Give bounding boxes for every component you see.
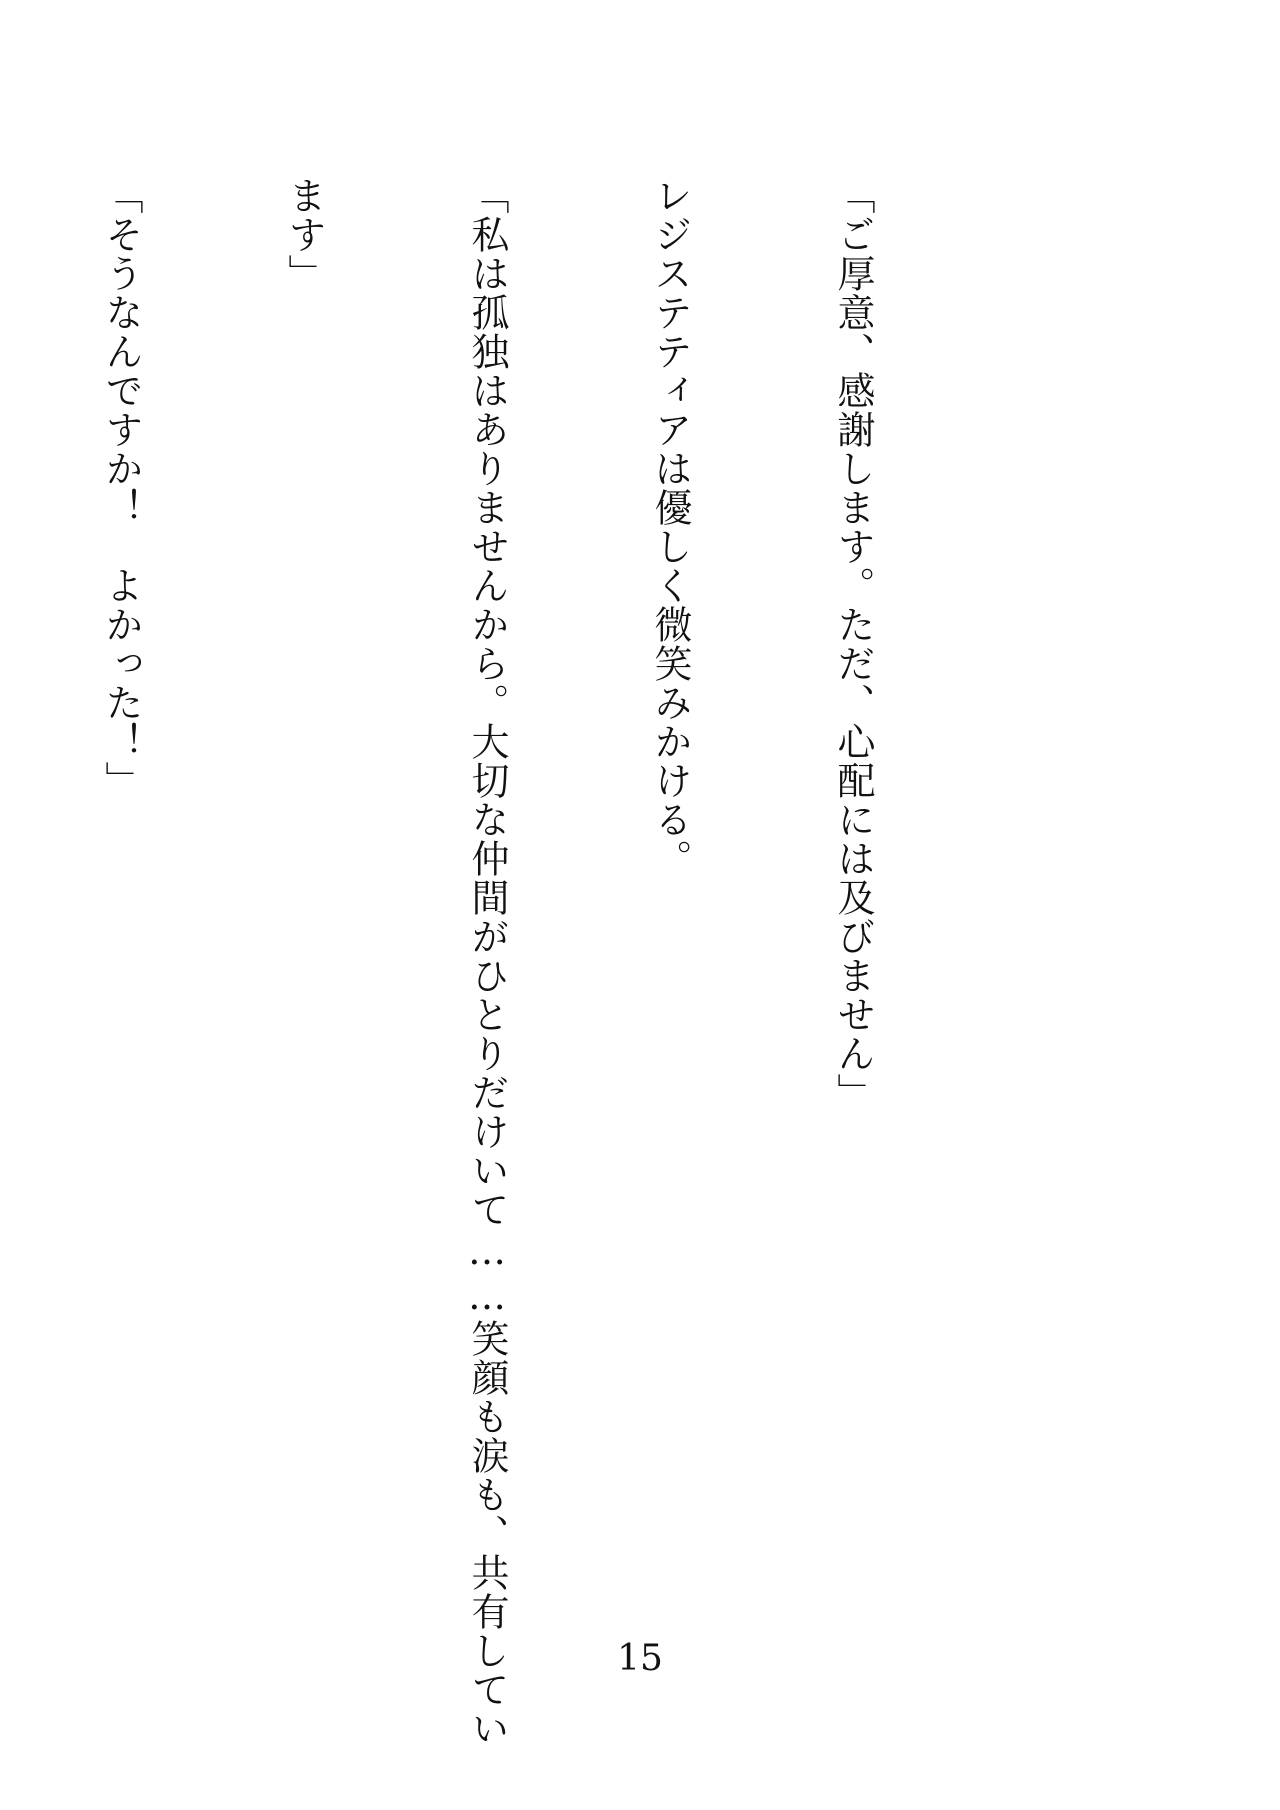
text-line: ます」 <box>282 176 326 293</box>
text-line: 「そうなんですか！ よかった！」 <box>99 176 143 800</box>
text-line: レジステティアは優しく微笑みかける。 <box>648 176 692 878</box>
page-number: 15 <box>617 1638 663 1679</box>
text-line: 「ご厚意、感謝します。ただ、心配には及びません」 <box>831 176 875 1112</box>
text-line: 「私は孤独はありませんから。大切な仲間がひとりだけいて……笑顔も涙も、共有してい <box>465 176 509 1748</box>
